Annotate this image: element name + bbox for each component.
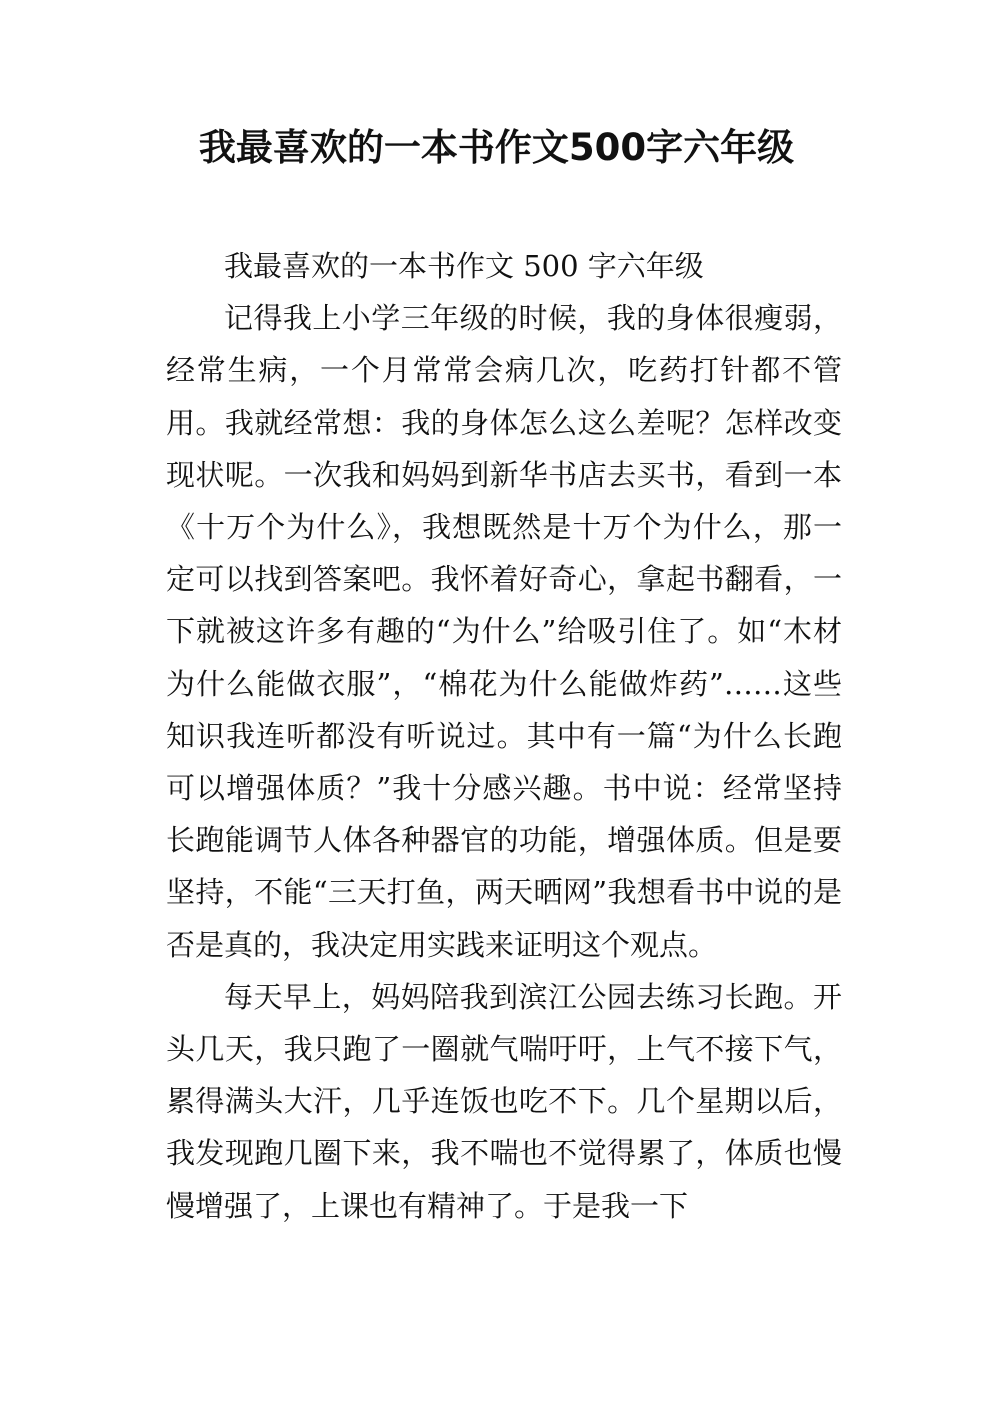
document-body (166, 240, 842, 1232)
paragraph-2: 每天早上，妈妈陪我到滨江公园去练习长跑。开头几天，我只跑了一圈就气喘吁吁，上气不接下气，累得满头大汗，几乎连饭也吃不下。几个星期以后，我发现跑几圈下来，我不喘也不觉得累了，体质也慢慢增强了，上课也有精神了。于是我一下 (166, 979, 842, 1223)
paragraph-1: 记得我上小学三年级的时候，我的身体很瘦弱，经常生病，一个月常常会病几次，吃药打针都不管用。我就经常想：我的身体怎么这么差呢？怎样改变现状呢。一次我和妈妈到新华书店去买书，看到一本《十万个为什么》，我想既然是十万个为什么，那一定可以找到答案吧。我怀着好奇心，拿起书翻看，一下就被这许多有趣的“为什么”给吸引住了。如“木材为什么能做衣服”，“棉花为什么能做炸药”……这些知识我连听都没有听说过。其中有一篇“为什么长跑可以增强体质？”我十分感兴趣。书中说：经常坚持长跑能调节人体各种器官的功能，增强体质。但是要坚持，不能“三天打鱼，两天晒网”我想看书中说的是否是真的，我决定用实践来证明这个观点。 (166, 301, 842, 962)
paragraph-subtitle: 我最喜欢的一本书作文 500 字六年级 (224, 249, 704, 283)
document-title: 我最喜欢的一本书作文500字六年级 (198, 126, 795, 169)
